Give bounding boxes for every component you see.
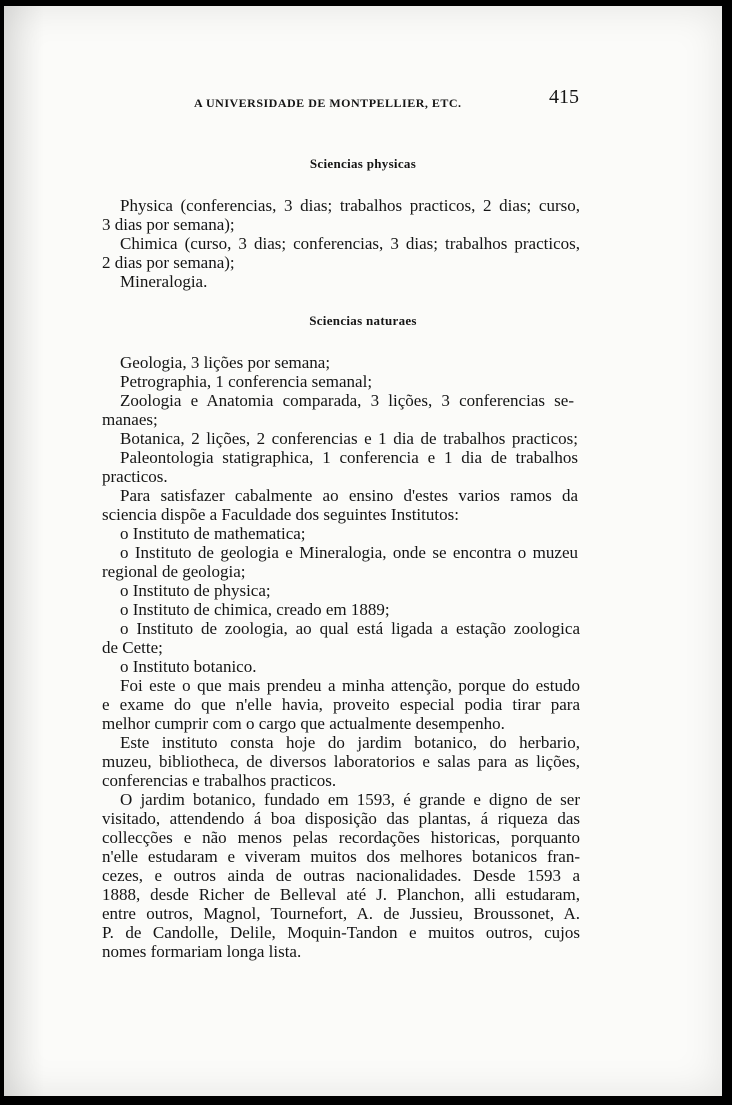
text-line: regional de geologia; [102,562,246,581]
text-line: Para satisfazer cabalmente ao ensino d'estes varios ramos da [120,486,578,505]
text-line: practicos. [102,467,168,486]
text-line: entre outros, Magnol, Tournefort, A. de Jussieu, Broussonet, A. [102,904,580,923]
text-line: Mineralogia. [120,272,208,291]
text-line: Este instituto consta hoje do jardim botanico, do herbario, [120,733,580,752]
text-line: Botanica, 2 lições, 2 conferencias e 1 dia de trabalhos practicos; [120,429,578,448]
text-line: 3 dias por semana); [102,215,235,234]
text-line: o Instituto de chimica, creado em 1889; [120,600,390,619]
text-line: o Instituto de geologia e Mineralogia, onde se encontra o muzeu [120,543,578,562]
text-line: O jardim botanico, fundado em 1593, é grande e digno de ser [120,790,580,809]
text-line: 1888, desde Richer de Belleval até J. Planchon, alli estudaram, [102,885,580,904]
text-line: muzeu, bibliotheca, de diversos laboratorios e salas para as lições, [102,752,580,771]
text-line: conferencias e trabalhos practicos. [102,771,337,790]
text-line: n'elle estudaram e viveram muitos dos melhores botanicos fran- [102,847,580,866]
text-line: cezes, e outros ainda de outras nacionalidades. Desde 1593 a [102,866,580,885]
text-line: Paleontologia statigraphica, 1 conferencia e 1 dia de trabalhos [120,448,578,467]
text-line: 2 dias por semana); [102,253,235,272]
text-line: Physica (conferencias, 3 dias; trabalhos practicos, 2 dias; curso, [120,196,580,215]
text-line: e exame do que n'elle havia, proveito especial podia tirar para [102,695,580,714]
text-line: o Instituto de physica; [120,581,271,600]
text-line: collecções e não menos pelas recordações historicas, porquanto [102,828,580,847]
text-line: manaes; [102,410,158,429]
text-line: Zoologia e Anatomia comparada, 3 lições, 3 conferencias se- [120,391,574,410]
text-line: visitado, attendendo á boa disposição das plantas, á riqueza das [102,809,580,828]
text-line: P. de Candolle, Delile, Moquin-Tandon e muitos outros, cujos [102,923,580,942]
text-line: o Instituto de mathematica; [120,524,306,543]
text-line: Petrographia, 1 conferencia semanal; [120,372,373,391]
text-line: o Instituto botanico. [120,657,257,676]
text-line: o Instituto de zoologia, ao qual está ligada a estação zoologica [120,619,580,638]
text-line: Chimica (curso, 3 dias; conferencias, 3 dias; trabalhos practicos, [120,234,580,253]
text-line: Foi este o que mais prendeu a minha attenção, porque do estudo [120,676,580,695]
section-title-sciencias-naturaes: Sciencias naturaes [309,313,417,328]
document-page [4,6,722,1096]
running-head: A UNIVERSIDADE DE MONTPELLIER, ETC. [194,96,462,110]
text-line: Geologia, 3 lições por semana; [120,353,331,372]
section-title-sciencias-physicas: Sciencias physicas [309,156,417,171]
text-line: sciencia dispõe a Faculdade dos seguintes Institutos: [102,505,459,524]
text-line: de Cette; [102,638,163,657]
text-line: nomes formariam longa lista. [102,942,302,961]
page-number: 415 [549,86,579,108]
text-line: melhor cumprir com o cargo que actualmente desempenho. [102,714,505,733]
